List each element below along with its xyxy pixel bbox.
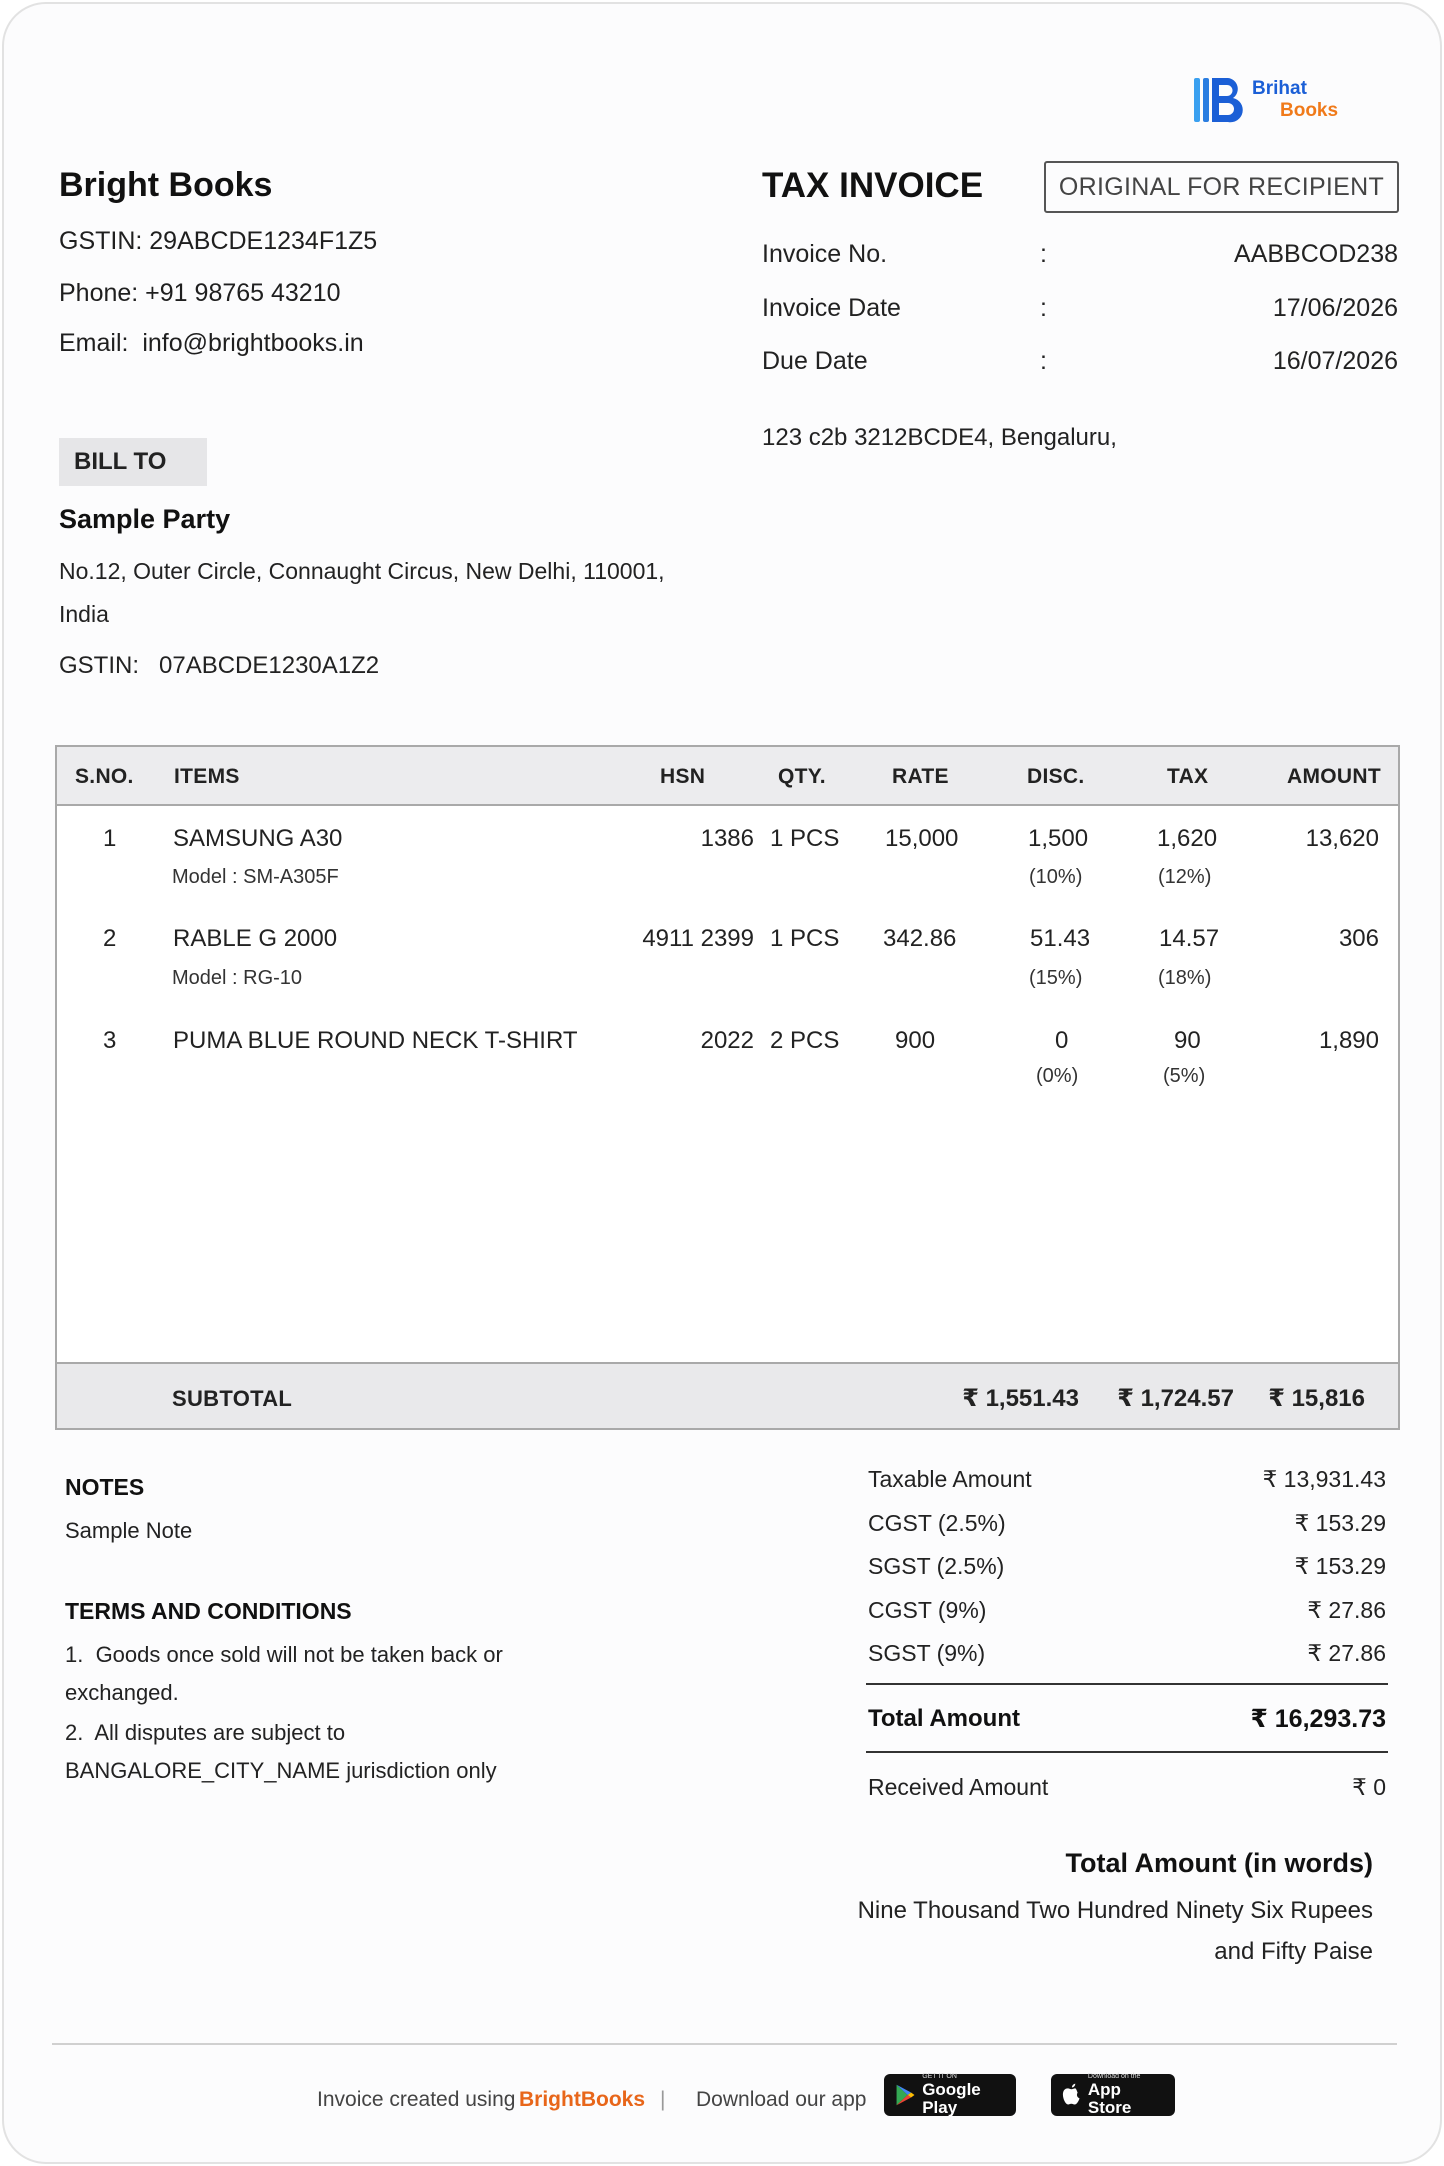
party-gstin: GSTIN: 07ABCDE1230A1Z2 bbox=[59, 652, 380, 679]
row-hsn: 4911 2399 bbox=[642, 925, 754, 952]
app-store-small-text: Download on the bbox=[1087, 2073, 1141, 2080]
invoice-no-value: AABBCOD238 bbox=[1234, 240, 1398, 268]
google-play-button[interactable] bbox=[884, 2074, 1016, 2116]
items-table bbox=[55, 745, 1400, 1430]
seller-name: Bright Books bbox=[59, 166, 273, 204]
subtotal-row bbox=[55, 1362, 1400, 1430]
table-header-row bbox=[57, 747, 1398, 806]
seller-phone: Phone: +91 98765 43210 bbox=[59, 279, 341, 307]
notes-text: Sample Note bbox=[65, 1518, 193, 1543]
subtotal-disc: ₹ 1,551.43 bbox=[962, 1385, 1079, 1412]
subtotal-amount: ₹ 15,816 bbox=[1268, 1385, 1365, 1412]
due-date-value: 16/07/2026 bbox=[1272, 347, 1398, 375]
sgst-9-value: ₹ 27.86 bbox=[1307, 1640, 1386, 1666]
row-tax: 90 bbox=[1174, 1027, 1201, 1054]
row-sno: 3 bbox=[103, 1027, 117, 1054]
terms-line-2a: 2. All disputes are subject to bbox=[65, 1720, 346, 1745]
header-disc: DISC. bbox=[1027, 765, 1085, 788]
header-rate: RATE bbox=[892, 765, 949, 788]
row-model: Model : SM-A305F bbox=[172, 866, 339, 888]
row-qty: 1 PCS bbox=[770, 925, 840, 952]
amount-in-words: Nine Thousand Two Hundred Ninety Six Rupees and Fifty Paise bbox=[857, 1897, 1373, 1965]
app-store-text: App Store bbox=[1087, 2080, 1132, 2117]
cgst-9-value: ₹ 27.86 bbox=[1307, 1597, 1386, 1623]
logo-text-books: Books bbox=[1280, 100, 1339, 121]
google-play-text: Google Play bbox=[922, 2080, 981, 2117]
header-qty: QTY. bbox=[778, 765, 826, 788]
row-tax-pct: (18%) bbox=[1158, 967, 1212, 989]
summary-divider bbox=[866, 1683, 1388, 1685]
footer-created-using: Invoice created using bbox=[317, 2088, 516, 2111]
cgst-25-value: ₹ 153.29 bbox=[1294, 1510, 1386, 1536]
row-item: SAMSUNG A30 bbox=[173, 825, 343, 852]
row-amount: 1,890 bbox=[1318, 1027, 1379, 1054]
app-store-button[interactable] bbox=[1051, 2074, 1175, 2116]
terms-line-2b: BANGALORE_CITY_NAME jurisdiction only bbox=[65, 1758, 497, 1783]
row-rate: 342.86 bbox=[883, 925, 957, 952]
subtotal-label: SUBTOTAL bbox=[172, 1386, 293, 1411]
taxable-amount-label: Taxable Amount bbox=[868, 1466, 1032, 1492]
footer-divider bbox=[52, 2043, 1397, 2045]
cgst-9-label: CGST (9%) bbox=[868, 1597, 987, 1623]
row-rate: 900 bbox=[895, 1027, 936, 1054]
google-play-icon bbox=[894, 2081, 916, 2109]
row-amount: 13,620 bbox=[1305, 825, 1379, 852]
header-sno: S.NO. bbox=[75, 765, 134, 788]
row-sno: 1 bbox=[103, 825, 117, 852]
header-items: ITEMS bbox=[174, 765, 240, 788]
row-tax-pct: (12%) bbox=[1158, 866, 1212, 888]
invoice-no-label: Invoice No. bbox=[762, 240, 888, 268]
logo-text-brihat: Brihat bbox=[1252, 78, 1307, 99]
total-amount-label: Total Amount bbox=[868, 1705, 1020, 1732]
sgst-25-value: ₹ 153.29 bbox=[1294, 1553, 1386, 1579]
row-item: PUMA BLUE ROUND NECK T-SHIRT bbox=[173, 1027, 578, 1054]
due-date-label: Due Date bbox=[762, 347, 868, 375]
seller-email: Email: info@brightbooks.in bbox=[59, 329, 364, 357]
footer-separator: | bbox=[660, 2088, 666, 2111]
taxable-amount-value: ₹ 13,931.43 bbox=[1262, 1466, 1386, 1492]
footer-download-text: Download our app bbox=[696, 2088, 867, 2111]
google-play-small-text: GET IT ON bbox=[922, 2073, 957, 2080]
row-disc-pct: (10%) bbox=[1029, 866, 1083, 888]
invoice-date-value: 17/06/2026 bbox=[1272, 294, 1398, 322]
row-model: Model : RG-10 bbox=[172, 967, 303, 989]
seller-gstin: GSTIN: 29ABCDE1234F1Z5 bbox=[59, 227, 378, 255]
row-hsn: 1386 bbox=[700, 825, 754, 852]
row-tax-pct: (5%) bbox=[1163, 1065, 1206, 1087]
row-qty: 2 PCS bbox=[770, 1027, 840, 1054]
books-logo-icon bbox=[1192, 74, 1246, 126]
amount-in-words-title: Total Amount (in words) bbox=[1065, 1848, 1373, 1878]
row-disc: 0 bbox=[1055, 1027, 1069, 1054]
received-amount-value: ₹ 0 bbox=[1352, 1774, 1386, 1800]
row-disc: 1,500 bbox=[1028, 825, 1089, 852]
row-sno: 2 bbox=[103, 925, 117, 952]
party-name: Sample Party bbox=[59, 504, 231, 534]
bill-to-badge: BILL TO bbox=[59, 438, 207, 486]
brand-logo bbox=[1192, 74, 1338, 126]
sgst-9-label: SGST (9%) bbox=[868, 1640, 986, 1666]
subtotal-tax: ₹ 1,724.57 bbox=[1117, 1385, 1234, 1412]
summary-divider bbox=[866, 1751, 1388, 1753]
row-rate: 15,000 bbox=[885, 825, 959, 852]
row-disc-pct: (0%) bbox=[1036, 1065, 1079, 1087]
invoice-date-colon: : bbox=[1040, 294, 1047, 322]
row-disc: 51.43 bbox=[1030, 925, 1091, 952]
row-qty: 1 PCS bbox=[770, 825, 840, 852]
received-amount-label: Received Amount bbox=[868, 1774, 1049, 1800]
row-amount: 306 bbox=[1338, 925, 1379, 952]
terms-title: TERMS AND CONDITIONS bbox=[65, 1598, 352, 1624]
row-tax: 1,620 bbox=[1157, 825, 1218, 852]
due-date-colon: : bbox=[1040, 347, 1047, 375]
cgst-25-label: CGST (2.5%) bbox=[868, 1510, 1006, 1536]
header-tax: TAX bbox=[1167, 765, 1209, 788]
header-hsn: HSN bbox=[660, 765, 706, 788]
sgst-25-label: SGST (2.5%) bbox=[868, 1553, 1005, 1579]
invoice-title: TAX INVOICE bbox=[762, 166, 984, 205]
terms-line-1b: exchanged. bbox=[65, 1680, 179, 1705]
party-address: No.12, Outer Circle, Connaught Circus, New Delhi, 110001, India bbox=[59, 558, 665, 627]
row-disc-pct: (15%) bbox=[1029, 967, 1083, 989]
invoice-date-label: Invoice Date bbox=[762, 294, 901, 322]
row-tax: 14.57 bbox=[1159, 925, 1220, 952]
terms-line-1a: 1. Goods once sold will not be taken back or bbox=[65, 1642, 503, 1667]
invoice-no-colon: : bbox=[1040, 240, 1047, 268]
row-hsn: 2022 bbox=[700, 1027, 754, 1054]
copy-label-badge: ORIGINAL FOR RECIPIENT bbox=[1044, 161, 1399, 213]
footer-brand-link[interactable]: BrightBooks bbox=[519, 2088, 645, 2111]
notes-title: NOTES bbox=[65, 1474, 145, 1500]
header-amount: AMOUNT bbox=[1287, 765, 1381, 788]
row-item: RABLE G 2000 bbox=[173, 925, 338, 952]
apple-icon bbox=[1061, 2082, 1082, 2108]
seller-address: 123 c2b 3212BCDE4, Bengaluru, bbox=[762, 424, 1117, 451]
total-amount-value: ₹ 16,293.73 bbox=[1250, 1705, 1386, 1733]
